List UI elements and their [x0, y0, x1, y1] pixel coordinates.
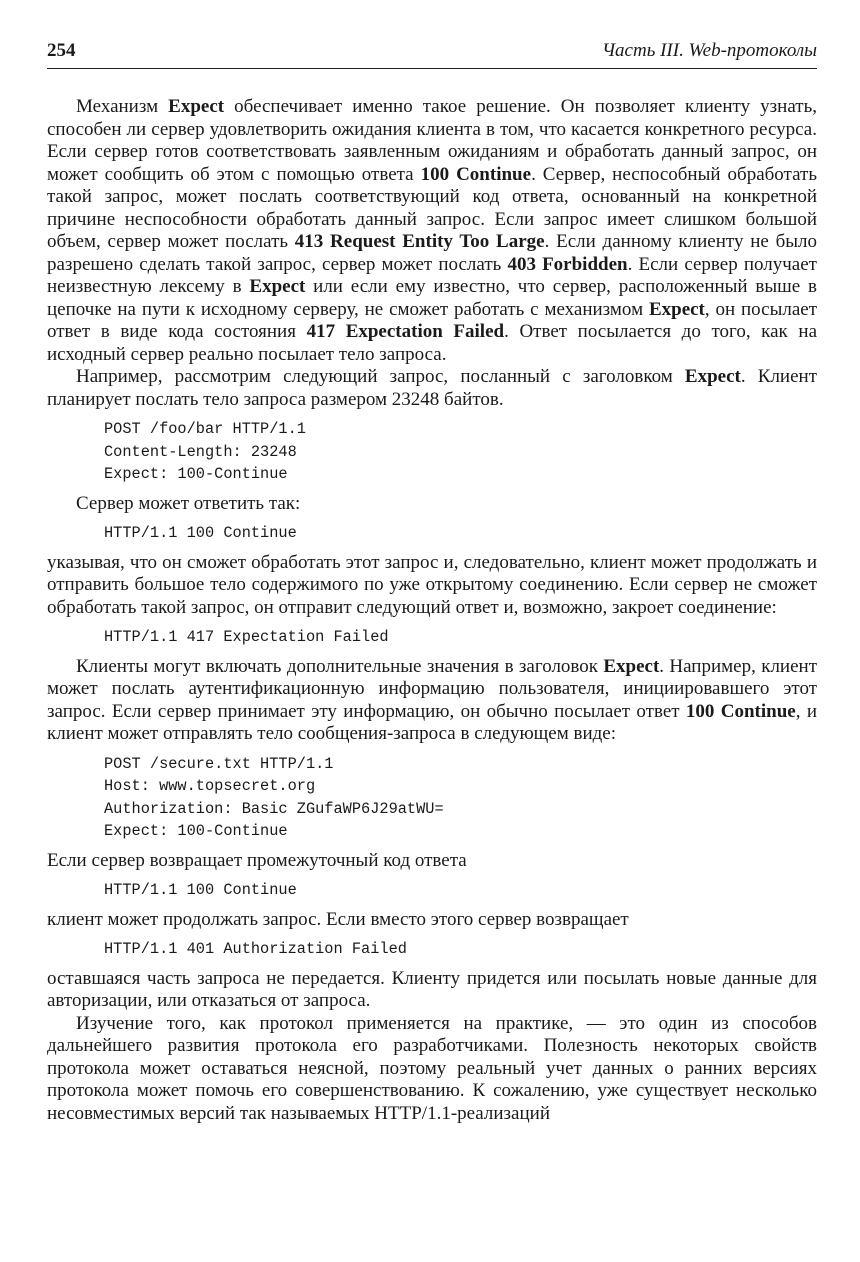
- paragraph: [47, 96, 817, 366]
- code-block: HTTP/1.1 100 Continue: [104, 524, 297, 542]
- text-run: . Например, клиент может послать аутентификационную информацию пользователя, инициировавшего этот запрос. Если сервер принимает эту информацию, он обычно посылает ответ: [47, 655, 818, 722]
- text-run: . Если данному клиенту не было разрешено сделать такой запрос, сервер может послать: [47, 231, 817, 275]
- page-body: [47, 96, 817, 1125]
- paragraph: [47, 366, 817, 411]
- paragraph: [47, 850, 817, 873]
- code-block: HTTP/1.1 401 Authorization Failed: [104, 940, 407, 958]
- text-run: . Ответ посылается до того, как на исходный сервер реально посылает тело запроса.: [47, 321, 817, 365]
- bold-term: Expect: [603, 655, 660, 677]
- code-block: HTTP/1.1 100 Continue: [104, 881, 297, 899]
- page-number: 254: [47, 40, 76, 61]
- text-run: или если ему известно, что сервер, расположенный выше в цепочке на пути к исходному серверу, не сможет работать с механизмом: [47, 276, 818, 320]
- text-run: . Если сервер получает неизвестную лексему в: [47, 253, 817, 297]
- book-page: [47, 38, 817, 1125]
- code-block: POST /foo/bar HTTP/1.1 Content-Length: 23248 Expect: 100-Continue: [104, 420, 306, 483]
- page-header: [47, 38, 817, 69]
- text-run: Клиенты могут включать дополнительные значения в заголовок: [76, 655, 604, 677]
- bold-term: Expect: [648, 298, 705, 320]
- bold-term: 403 Forbidden: [507, 253, 628, 275]
- bold-term: 100 Continue: [685, 700, 796, 722]
- paragraph: [47, 552, 817, 620]
- running-title: Часть III. Web-протоколы: [601, 40, 817, 61]
- bold-term: Expect: [249, 276, 306, 297]
- paragraph: [47, 968, 817, 1013]
- paragraph: [47, 909, 817, 932]
- bold-term: 100 Continue: [420, 163, 532, 185]
- bold-term: 417 Expectation Failed: [306, 321, 505, 342]
- text-run: Сервер может ответить так:: [76, 492, 301, 514]
- code-block: HTTP/1.1 417 Expectation Failed: [104, 628, 389, 646]
- text-run: указывая, что он сможет обработать этот запрос и, следовательно, клиент может продолжать и отправить большое тело содержимого по уже открытому соединению. Если сервер не сможет обработать такой запрос, он отправит следующий ответ и, возможно, закроет соединение:: [47, 551, 817, 618]
- text-run: Изучение того, как протокол применяется на практике, — это один из способов дальнейшего развития протокола его разработчиками. Полезность некоторых свойств протокола может оставаться неясной, поэтому реальный учет данных о ранних версиях протокола может помочь его совершенствованию. К сожалению, уже существует несколько несовместимых версий так называемых HTTP/1.1-реализаций: [47, 1012, 817, 1124]
- text-run: . Клиент планирует послать тело запроса размером 23248 байтов.: [47, 366, 817, 410]
- text-run: , он посылает ответ в виде кода состояния: [47, 298, 817, 342]
- text-run: обеспечивает именно такое решение. Он позволяет клиенту узнать, способен ли сервер удовлетворить ожидания клиента в том, что касается конкретного ресурса. Если сервер готов соответствовать заявленным ожиданиям и обработать данный запрос, он может сообщить об этом с помощью ответа: [47, 96, 817, 185]
- text-run: Если сервер возвращает промежуточный код ответа: [47, 849, 467, 871]
- bold-term: 413 Request Entity Too Large: [294, 231, 545, 252]
- text-run: Например, рассмотрим следующий запрос, посланный с заголовком: [76, 366, 685, 387]
- text-run: оставшаяся часть запроса не передается. Клиенту придется или посылать новые данные для авторизации, или отказаться от запроса.: [47, 967, 817, 1011]
- text-run: , и клиент может отправлять тело сообщения-запроса в следующем виде:: [47, 700, 817, 744]
- paragraph: [47, 1013, 817, 1126]
- bold-term: Expect: [168, 96, 225, 117]
- text-run: . Сервер, неспособный обработать такой запрос, может послать соответствующий код ответа, основанный на конкретной причине неспособности обработать данный запрос. Если запрос имеет слишком большой объем, сервер может послать: [47, 163, 817, 252]
- text-run: клиент может продолжать запрос. Если вместо этого сервер возвращает: [47, 908, 629, 930]
- text-run: Механизм: [76, 96, 169, 117]
- paragraph: [47, 493, 817, 516]
- code-block: POST /secure.txt HTTP/1.1 Host: www.topsecret.org Authorization: Basic ZGufaWP6J29atWU= Expect: 100-Continue: [104, 754, 444, 840]
- bold-term: Expect: [684, 366, 741, 387]
- paragraph: [47, 656, 817, 746]
